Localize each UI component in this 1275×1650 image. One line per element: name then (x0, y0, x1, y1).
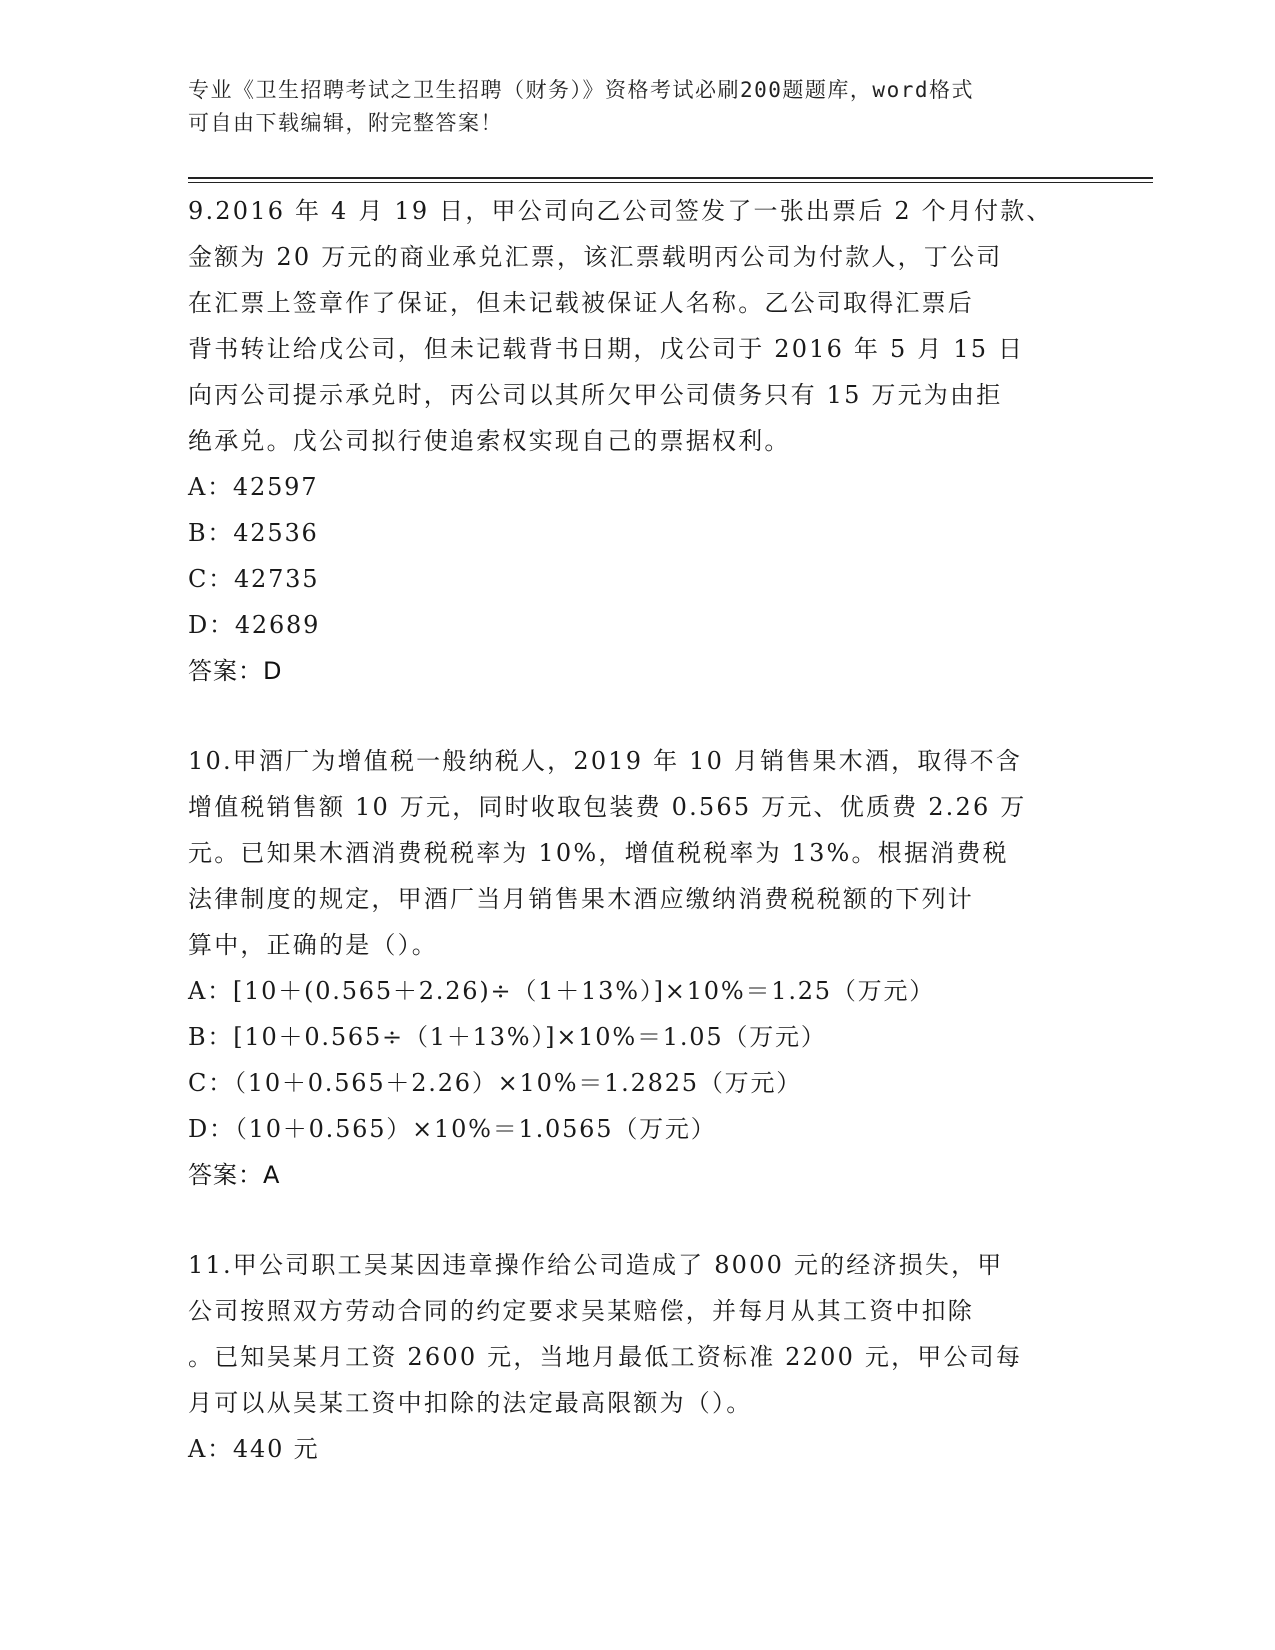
stem-line: 算中，正确的是（）。 (188, 931, 438, 959)
option-d: D：42689 (188, 611, 321, 639)
option-a: A：[10＋(0.565＋2.26)÷（1＋13%）]×10%＝1.25（万元） (188, 977, 936, 1005)
option-list (188, 464, 1088, 648)
stem-line: 10.甲酒厂为增值税一般纳税人，2019 年 10 月销售果木酒，取得不含 (188, 747, 1023, 775)
stem-line: 。已知吴某月工资 2600 元，当地月最低工资标准 2200 元，甲公司每 (188, 1343, 1023, 1371)
header-divider-thin (188, 182, 1153, 183)
stem-line: 元。已知果木酒消费税税率为 10%，增值税税率为 13%。根据消费税 (188, 839, 1009, 867)
question-list (188, 188, 1088, 1472)
stem-line: 向丙公司提示承兑时，丙公司以其所欠甲公司债务只有 15 万元为由拒 (188, 381, 1003, 409)
stem-line: 9.2016 年 4 月 19 日，甲公司向乙公司签发了一张出票后 2 个月付款、 (188, 197, 1053, 225)
stem-line: 绝承兑。戊公司拟行使追索权实现自己的票据权利。 (188, 427, 791, 455)
question-stem (188, 1242, 1088, 1426)
question-10 (188, 738, 1088, 1198)
answer-label: 答案：A (188, 1161, 281, 1189)
stem-line: 金额为 20 万元的商业承兑汇票，该汇票载明丙公司为付款人，丁公司 (188, 243, 1003, 271)
stem-line: 在汇票上签章作了保证，但未记载被保证人名称。乙公司取得汇票后 (188, 289, 974, 317)
option-a: A：440 元 (188, 1435, 320, 1463)
option-b: B：42536 (188, 519, 319, 547)
question-stem (188, 738, 1088, 968)
question-9 (188, 188, 1088, 694)
stem-line: 背书转让给戊公司，但未记载背书日期，戊公司于 2016 年 5 月 15 日 (188, 335, 1025, 363)
option-d: D：（10＋0.565）×10%＝1.0565（万元） (188, 1115, 717, 1143)
option-a: A：42597 (188, 473, 319, 501)
option-c: C：（10＋0.565＋2.26）×10%＝1.2825（万元） (188, 1069, 803, 1097)
option-b: B：[10＋0.565÷（1＋13%）]×10%＝1.05（万元） (188, 1023, 827, 1051)
question-spacer (188, 694, 1088, 738)
question-11 (188, 1242, 1088, 1472)
option-c: C：42735 (188, 565, 320, 593)
option-list (188, 968, 1088, 1152)
question-stem (188, 188, 1088, 464)
header-line-2: 可自由下载编辑，附完整答案！ (188, 111, 503, 135)
option-list (188, 1426, 1088, 1472)
stem-line: 11.甲公司职工吴某因违章操作给公司造成了 8000 元的经济损失，甲 (188, 1251, 1004, 1279)
stem-line: 公司按照双方劳动合同的约定要求吴某赔偿，并每月从其工资中扣除 (188, 1297, 974, 1325)
document-header (188, 74, 1088, 140)
header-divider-thick (188, 177, 1153, 179)
question-spacer (188, 1198, 1088, 1242)
stem-line: 月可以从吴某工资中扣除的法定最高限额为（）。 (188, 1389, 753, 1417)
stem-line: 法律制度的规定，甲酒厂当月销售果木酒应缴纳消费税税额的下列计 (188, 885, 974, 913)
stem-line: 增值税销售额 10 万元，同时收取包装费 0.565 万元、优质费 2.26 万 (188, 793, 1027, 821)
header-line-1: 专业《卫生招聘考试之卫生招聘（财务）》资格考试必刷200题题库，word格式 (188, 78, 974, 102)
answer-label: 答案：D (188, 657, 283, 685)
